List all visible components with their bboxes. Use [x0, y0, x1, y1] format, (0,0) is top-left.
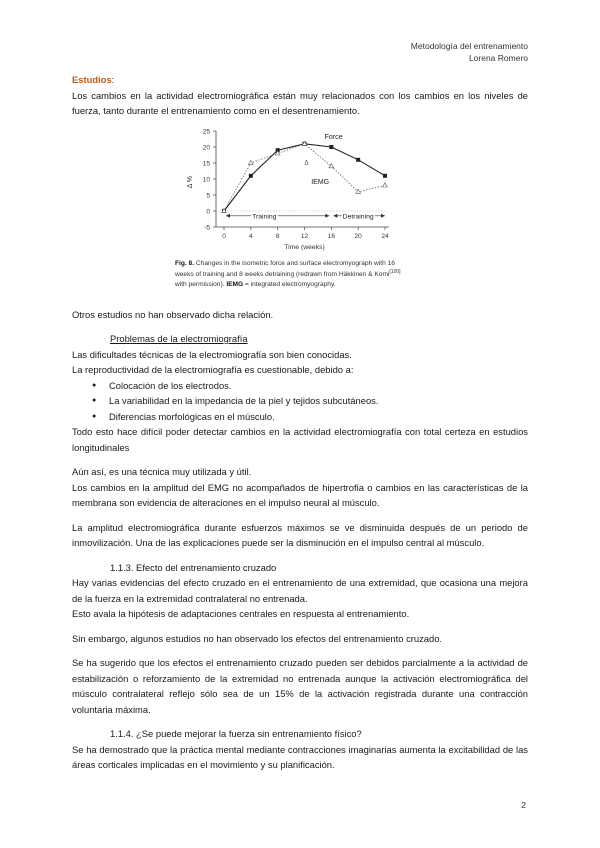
y-tick-label: 25	[202, 128, 210, 135]
x-tick-label: 16	[327, 232, 335, 240]
data-point-iemg	[383, 182, 388, 186]
problems-p2: La reproductividad de la electromiografía es cuestionable, debido a:	[72, 364, 354, 375]
annotation-training: Training	[252, 212, 277, 220]
x-tick-label: 20	[354, 232, 362, 240]
y-tick-label: 15	[202, 160, 210, 167]
problems-p6: La amplitud electromiográfica durante esfuerzos máximos se ve disminuida después de un periodo de inmovilización. Una de las explicaciones puede ser la disminución en el impulso central al músculo.	[72, 521, 528, 548]
figure-caption: Fig. 8. Changes in the isometric force and surface electromyograph with 16 weeks of training and 8 weeks detraining (redrawn from Häkkinen & Komi[100] with permission). IEMG = integrated electromyography.	[175, 259, 401, 288]
series-label-force: Force	[324, 133, 343, 141]
section-113-p1: Hay varias evidencias del efecto cruzado en el entrenamiento de una extremidad, que ocasiona una mejora de la fuerza en la extremidad contralateral no entrenada.	[72, 577, 528, 604]
page-header	[411, 40, 528, 64]
x-tick-label: 12	[300, 232, 309, 240]
data-point-force	[249, 173, 253, 177]
header-author: Lorena Romero	[468, 53, 528, 63]
arrow-head	[226, 213, 230, 217]
y-axis-label: Δ %	[187, 175, 194, 188]
section-114-heading: 1.1.4. ¿Se puede mejorar la fuerza sin entrenamiento físico?	[110, 728, 362, 739]
data-point-force	[383, 173, 387, 177]
x-tick-label: 24	[381, 232, 389, 240]
section-114-p1: Se ha demostrado que la práctica mental mediante contracciones imaginarias aumenta la excitabilidad de las áreas corticales implicadas en el movimiento y su planificación.	[72, 743, 528, 770]
y-tick-label: 20	[202, 144, 210, 151]
series-line-force	[224, 143, 385, 210]
data-point-force	[356, 157, 360, 161]
page-content	[72, 72, 528, 773]
data-point-force	[329, 145, 333, 149]
marker-label: Δ	[304, 160, 309, 167]
problems-bullet-list	[72, 378, 528, 425]
arrow-head	[333, 213, 337, 217]
studies-other-paragraph: Otros estudios no han observado dicha relación.	[72, 308, 274, 320]
list-item: ● Diferencias morfológicas en el músculo.	[92, 409, 528, 425]
list-item: ● La variabilidad en la impedancia de la piel y tejidos subcutáneos.	[92, 393, 528, 409]
problems-p5: Los cambios en la amplitud del EMG no acompañados de hipertrofia o cambios en las características de la membrana son evidencia de alteraciones en el impulso neural al músculo.	[72, 481, 528, 508]
series-line-iemg	[224, 143, 385, 210]
series-label-iemg: IEMG	[311, 178, 330, 186]
figure-force-emg	[72, 125, 528, 307]
studies-heading: Estudios:	[72, 74, 115, 85]
studies-paragraph: Los cambios en la actividad electromiográfica están muy relacionados con los cambios en los niveles de fuerza, tanto durante el entrenamiento como en el desentrenamiento.	[72, 89, 528, 116]
page-number: 2	[521, 800, 526, 810]
y-tick-label: 10	[202, 176, 210, 183]
problems-heading: Problemas de la electromiografía	[110, 333, 248, 344]
x-tick-label: 0	[222, 232, 226, 240]
data-point-iemg	[329, 163, 334, 167]
annotation-detraining: Detraining	[342, 212, 374, 220]
section-113-p2: Esto avala la hipótesis de adaptaciones centrales en respuesta al entrenamiento.	[72, 608, 410, 619]
arrow-head	[325, 213, 329, 217]
header-course-title: Metodología del entrenamiento	[410, 41, 528, 51]
section-113-heading: 1.1.3. Efecto del entrenamiento cruzado	[110, 561, 277, 573]
problems-p1: Las dificultades técnicas de la electromiografía son bien conocidas.	[72, 348, 352, 360]
problems-p3: Todo esto hace difícil poder detectar cambios en la actividad electromiografía con total certeza en estudios longitudinales	[72, 426, 528, 453]
list-item: ● Colocación de los electrodos.	[92, 378, 528, 394]
data-point-iemg	[248, 160, 253, 164]
section-113-p3: Sin embargo, algunos estudios no han observado los efectos del entrenamiento cruzado.	[72, 632, 443, 644]
problems-p4: Aún así, es una técnica muy utilizada y útil.	[72, 466, 252, 477]
x-tick-label: 4	[249, 232, 253, 240]
section-113-p4: Se ha sugerido que los efectos el entrenamiento cruzado pueden ser debidos parcialmente a la actividad de estabilización o reforzamiento de la extremidad no entrenada aunque la activación electromiográfica del músculo contralateral reflejo sólo sea de un 15% de la activación registrada durante una contracción voluntaria máxima.	[72, 657, 528, 715]
arrow-head	[381, 213, 385, 217]
y-tick-label: -5	[204, 224, 210, 231]
y-tick-label: 5	[206, 192, 210, 199]
caption-label: Fig. 8.	[175, 259, 195, 267]
x-tick-label: 8	[275, 232, 280, 240]
x-axis-label: Time (weeks)	[284, 243, 325, 251]
force-emg-chart	[72, 125, 528, 259]
y-tick-label: 0	[206, 208, 210, 215]
